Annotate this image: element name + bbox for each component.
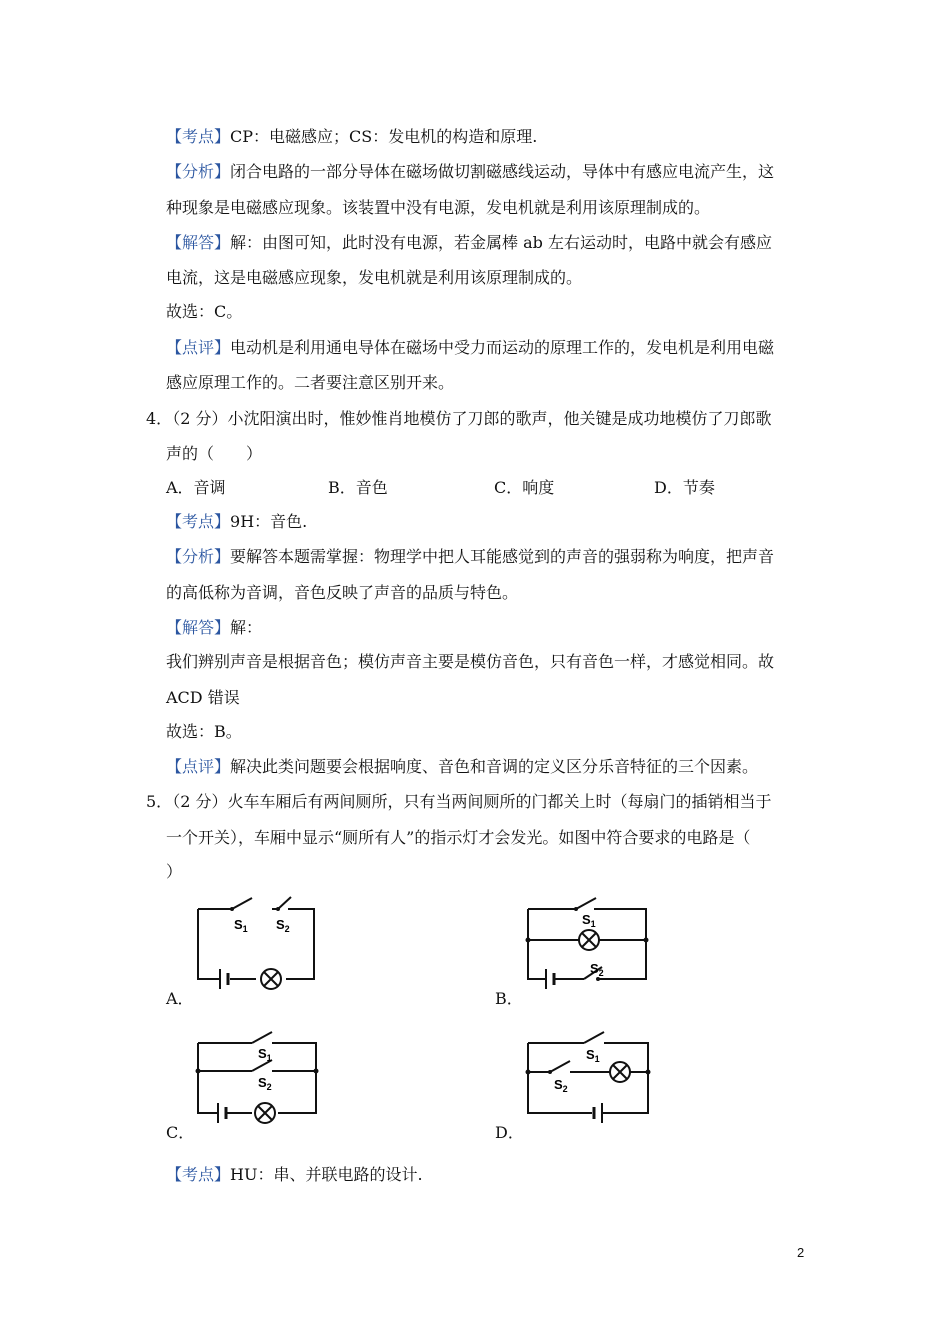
q5-stem-end: ） xyxy=(166,862,183,881)
q5-stem xyxy=(146,792,771,812)
q5-number: 5． xyxy=(146,792,173,811)
switch-label-s2: $S_2$ xyxy=(276,917,290,934)
q4-option-b: B．音色 xyxy=(328,478,388,497)
q3-fenxi xyxy=(166,162,774,182)
switch-label-s1: $S_1$ xyxy=(234,917,248,934)
switch-label-s2: $S_2$ xyxy=(590,961,604,978)
q4-fenxi xyxy=(166,547,774,567)
q4-body: 我们辨别声音是根据音色；模仿声音主要是模仿音色，只有音色一样，才感觉相同。故 xyxy=(166,652,775,671)
switch-label-s1: $S_1$ xyxy=(258,1046,272,1063)
jieda-tag: 【解答】 xyxy=(166,233,231,252)
q3-dianping-cont: 感应原理工作的。二者要注意区别开来。 xyxy=(166,373,455,392)
circuit-diagram-c xyxy=(192,1027,324,1131)
q3-jieda xyxy=(166,233,772,253)
circuit-diagram-b xyxy=(522,893,654,997)
q4-jieda xyxy=(166,618,262,638)
fenxi-text: 要解答本题需掌握：物理学中把人耳能感觉到的声音的强弱称为响度，把声音 xyxy=(230,547,775,566)
q4-body-cont: ACD 错误 xyxy=(166,688,240,707)
circuit-label-b: B． xyxy=(495,989,523,1008)
q4-fenxi-cont: 的高低称为音调，音色反映了声音的品质与特色。 xyxy=(166,583,519,602)
jieda-text: 解：由图可知，此时没有电源，若金属棒 ab 左右运动时，电路中就会有感应 xyxy=(230,233,772,252)
q4-option-c: C．响度 xyxy=(494,478,555,497)
q4-option-d: D．节奏 xyxy=(654,478,715,497)
circuit-diagram-d xyxy=(522,1027,658,1131)
page-number: 2 xyxy=(797,1245,805,1260)
circuit-label-d: D． xyxy=(495,1123,524,1142)
kaodian-text: 9H：音色. xyxy=(230,512,308,531)
q4-number: 4． xyxy=(146,409,173,428)
kaodian-text: CP：电磁感应；CS：发电机的构造和原理. xyxy=(230,127,538,146)
switch-label-s2: $S_2$ xyxy=(554,1077,568,1094)
q4-stem-text: （2 分）小沈阳演出时，惟妙惟肖地模仿了刀郎的歌声，他关键是成功地模仿了刀郎歌 xyxy=(172,409,772,428)
switch-label-s1: $S_1$ xyxy=(586,1047,600,1064)
q5-stem-text: （2 分）火车车厢后有两间厕所，只有当两间厕所的门都关上时（每扇门的插销相当于 xyxy=(172,792,772,811)
q5-stem-cont: 一个开关），车厢中显示“厕所有人”的指示灯才会发光。如图中符合要求的电路是（ xyxy=(166,828,751,847)
circuit-label-a: A． xyxy=(166,989,194,1008)
q3-jieda-cont: 电流，这是电磁感应现象，发电机就是利用该原理制成的。 xyxy=(166,268,583,287)
q3-answer: 故选：C。 xyxy=(166,302,243,321)
switch-label-s2: $S_2$ xyxy=(258,1075,272,1092)
q3-dianping xyxy=(166,338,774,358)
switch-label-s1: $S_1$ xyxy=(582,912,596,929)
q4-kaodian xyxy=(166,512,307,532)
jieda-text: 解： xyxy=(230,618,263,637)
dianping-tag: 【点评】 xyxy=(166,757,231,776)
q3-fenxi-cont: 种现象是电磁感应现象。该装置中没有电源，发电机就是利用该原理制成的。 xyxy=(166,198,711,217)
dianping-tag: 【点评】 xyxy=(166,338,231,357)
kaodian-tag: 【考点】 xyxy=(166,1165,231,1184)
q4-stem-cont: 声的（ ） xyxy=(166,444,263,463)
circuit-diagram-a xyxy=(190,893,330,997)
dianping-text: 电动机是利用通电导体在磁场中受力而运动的原理工作的，发电机是利用电磁 xyxy=(230,338,775,357)
q4-option-a: A．音调 xyxy=(166,478,226,497)
kaodian-tag: 【考点】 xyxy=(166,127,231,146)
fenxi-tag: 【分析】 xyxy=(166,162,231,181)
kaodian-text: HU：串、并联电路的设计. xyxy=(230,1165,423,1184)
q4-stem xyxy=(146,409,771,429)
q3-kaodian xyxy=(166,127,537,147)
jieda-tag: 【解答】 xyxy=(166,618,231,637)
q4-dianping xyxy=(166,757,758,777)
dianping-text: 解决此类问题要会根据响度、音色和音调的定义区分乐音特征的三个因素。 xyxy=(230,757,759,776)
fenxi-text: 闭合电路的一部分导体在磁场做切割磁感线运动，导体中有感应电流产生，这 xyxy=(230,162,775,181)
kaodian-tag: 【考点】 xyxy=(166,512,231,531)
fenxi-tag: 【分析】 xyxy=(166,547,231,566)
circuit-label-c: C． xyxy=(166,1123,195,1142)
q5-kaodian xyxy=(166,1165,423,1185)
q4-answer: 故选：B。 xyxy=(166,722,242,741)
